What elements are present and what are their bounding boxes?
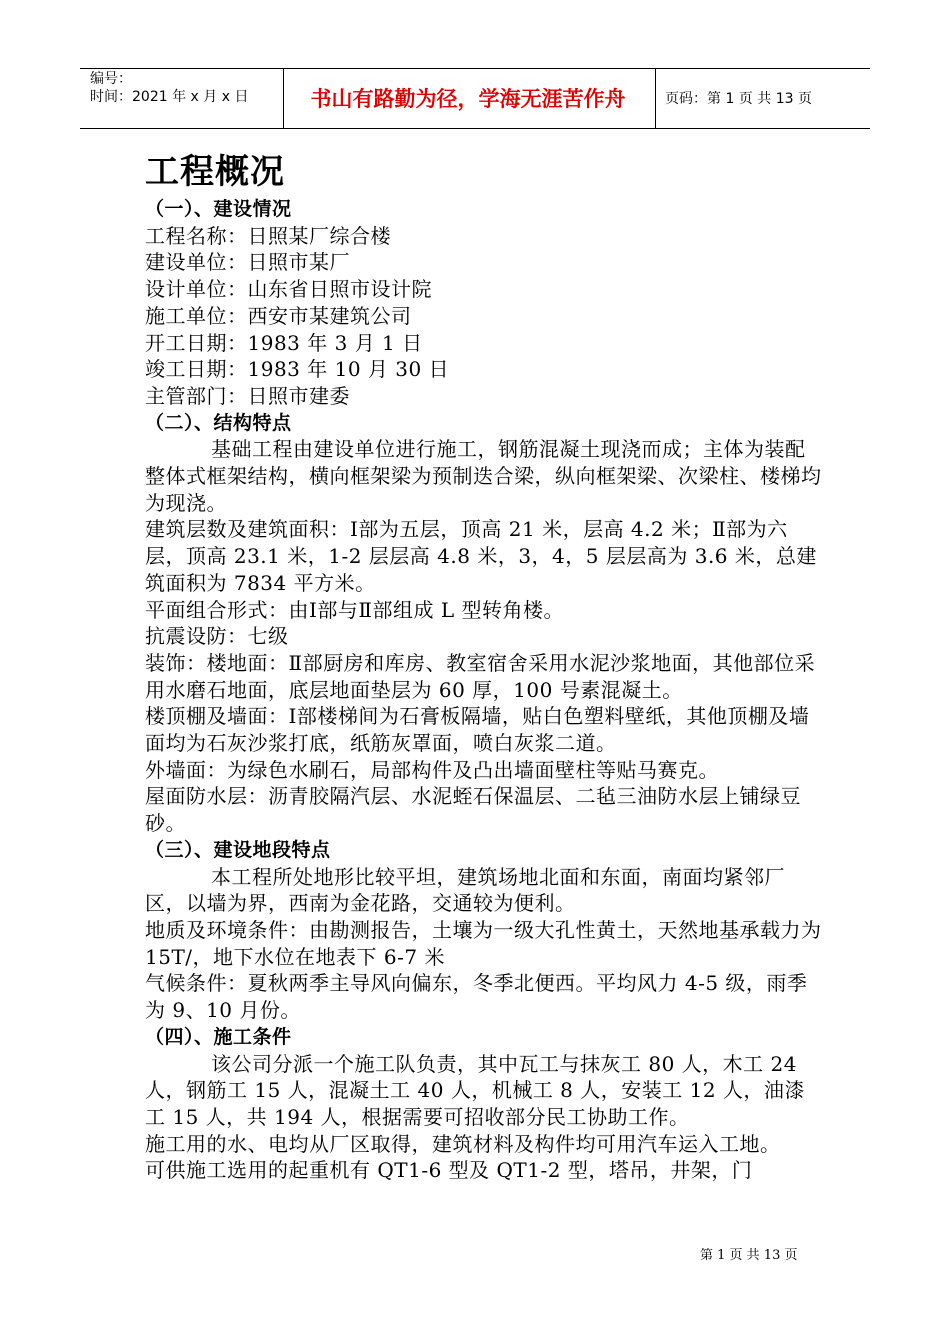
paragraph: 气候条件：夏秋两季主导风向偏东，冬季北便西。平均风力 4-5 级，雨季为 9、10 月份。 bbox=[145, 971, 808, 1023]
paragraph: 设计单位：山东省日照市设计院 bbox=[145, 277, 432, 302]
paragraph: 本工程所处地形比较平坦，建筑场地北面和东面，南面均紧邻厂区，以墙为界，西南为金花路，交通较为便利。 bbox=[145, 864, 785, 916]
paragraph: 该公司分派一个施工队负责，其中瓦工与抹灰工 80 人，木工 24 人，钢筋工 15 人，混凝土工 40 人，机械工 8 人，安装工 12 人，油漆工 15 人，共 194 人，根据需要可招收部分民工协助工作。 bbox=[145, 1051, 805, 1129]
header-top-rule bbox=[80, 68, 870, 69]
sections-container bbox=[145, 196, 825, 1184]
paragraph: 基础工程由建设单位进行施工，钢筋混凝土现浇而成；主体为装配整体式框架结构，横向框架梁为预制迭合梁，纵向框架梁、次梁柱、楼梯均为现浇。 bbox=[145, 437, 822, 515]
section-heading: （四）、施工条件 bbox=[145, 1025, 292, 1048]
paragraph: 建筑层数及建筑面积：Ⅰ部为五层，顶高 21 米，层高 4.2 米；Ⅱ部为六层，顶高 23.1 米，1-2 层层高 4.8 米，3，4，5 层层高为 3.6 米，总建筑面积为 7834 平方米。 bbox=[145, 517, 817, 595]
header-divider bbox=[655, 68, 656, 128]
header-bottom-rule bbox=[80, 128, 870, 129]
paragraph: 地质及环境条件：由勘测报告，土壤为一级大孔性黄土，天然地基承载力为 15T/，地下水位在地表下 6-7 米 bbox=[145, 917, 822, 969]
document-number: 编号： bbox=[90, 71, 132, 87]
paragraph: 施工用的水、电均从厂区取得，建筑材料及构件均可用汽车运入工地。 bbox=[145, 1131, 781, 1156]
paragraph: 平面组合形式：由Ⅰ部与Ⅱ部组成 L 型转角楼。 bbox=[145, 597, 564, 622]
paragraph: 建设单位：日照市某厂 bbox=[145, 250, 350, 275]
paragraph: 可供施工选用的起重机有 QT1-6 型及 QT1-2 型，塔吊，井架，门 bbox=[145, 1158, 753, 1183]
footer-page-number: 第 1 页 共 13 页 bbox=[700, 1248, 798, 1263]
document-body bbox=[145, 148, 825, 1184]
header-meta bbox=[90, 70, 248, 106]
paragraph: 抗震设防：七级 bbox=[145, 624, 289, 649]
header-motto: 书山有路勤为径，学海无涯苦作舟 bbox=[310, 87, 626, 111]
paragraph: 竣工日期：1983 年 10 月 30 日 bbox=[145, 357, 450, 382]
paragraph: 屋面防水层：沥青胶隔汽层、水泥蛭石保温层、二毡三油防水层上铺绿豆砂。 bbox=[145, 784, 801, 836]
header-page-number: 页码：第 1 页 共 13 页 bbox=[665, 91, 812, 107]
paragraph: 楼顶棚及墙面：Ⅰ部楼梯间为石膏板隔墙，贴白色塑料壁纸，其他顶棚及墙面均为石灰沙浆打底，纸筋灰罩面，喷白灰浆二道。 bbox=[145, 704, 810, 756]
paragraph: 装饰：楼地面：Ⅱ部厨房和库房、教室宿舍采用水泥沙浆地面，其他部位采用水磨石地面，底层地面垫层为 60 厚，100 号素混凝土。 bbox=[145, 650, 816, 702]
section-heading: （三）、建设地段特点 bbox=[145, 838, 331, 861]
paragraph: 开工日期：1983 年 3 月 1 日 bbox=[145, 330, 423, 355]
paragraph: 外墙面：为绿色水刷石，局部构件及凸出墙面壁柱等贴马赛克。 bbox=[145, 757, 719, 782]
document-time: 时间：2021 年 x 月 x 日 bbox=[90, 89, 249, 105]
section-heading: （一）、建设情况 bbox=[145, 198, 292, 220]
document-title: 工程概况 bbox=[145, 152, 285, 192]
paragraph: 主管部门：日照市建委 bbox=[145, 383, 350, 408]
paragraph: 施工单位：西安市某建筑公司 bbox=[145, 303, 412, 328]
paragraph: 工程名称：日照某厂综合楼 bbox=[145, 223, 391, 248]
section-heading: （二）、结构特点 bbox=[145, 411, 292, 434]
